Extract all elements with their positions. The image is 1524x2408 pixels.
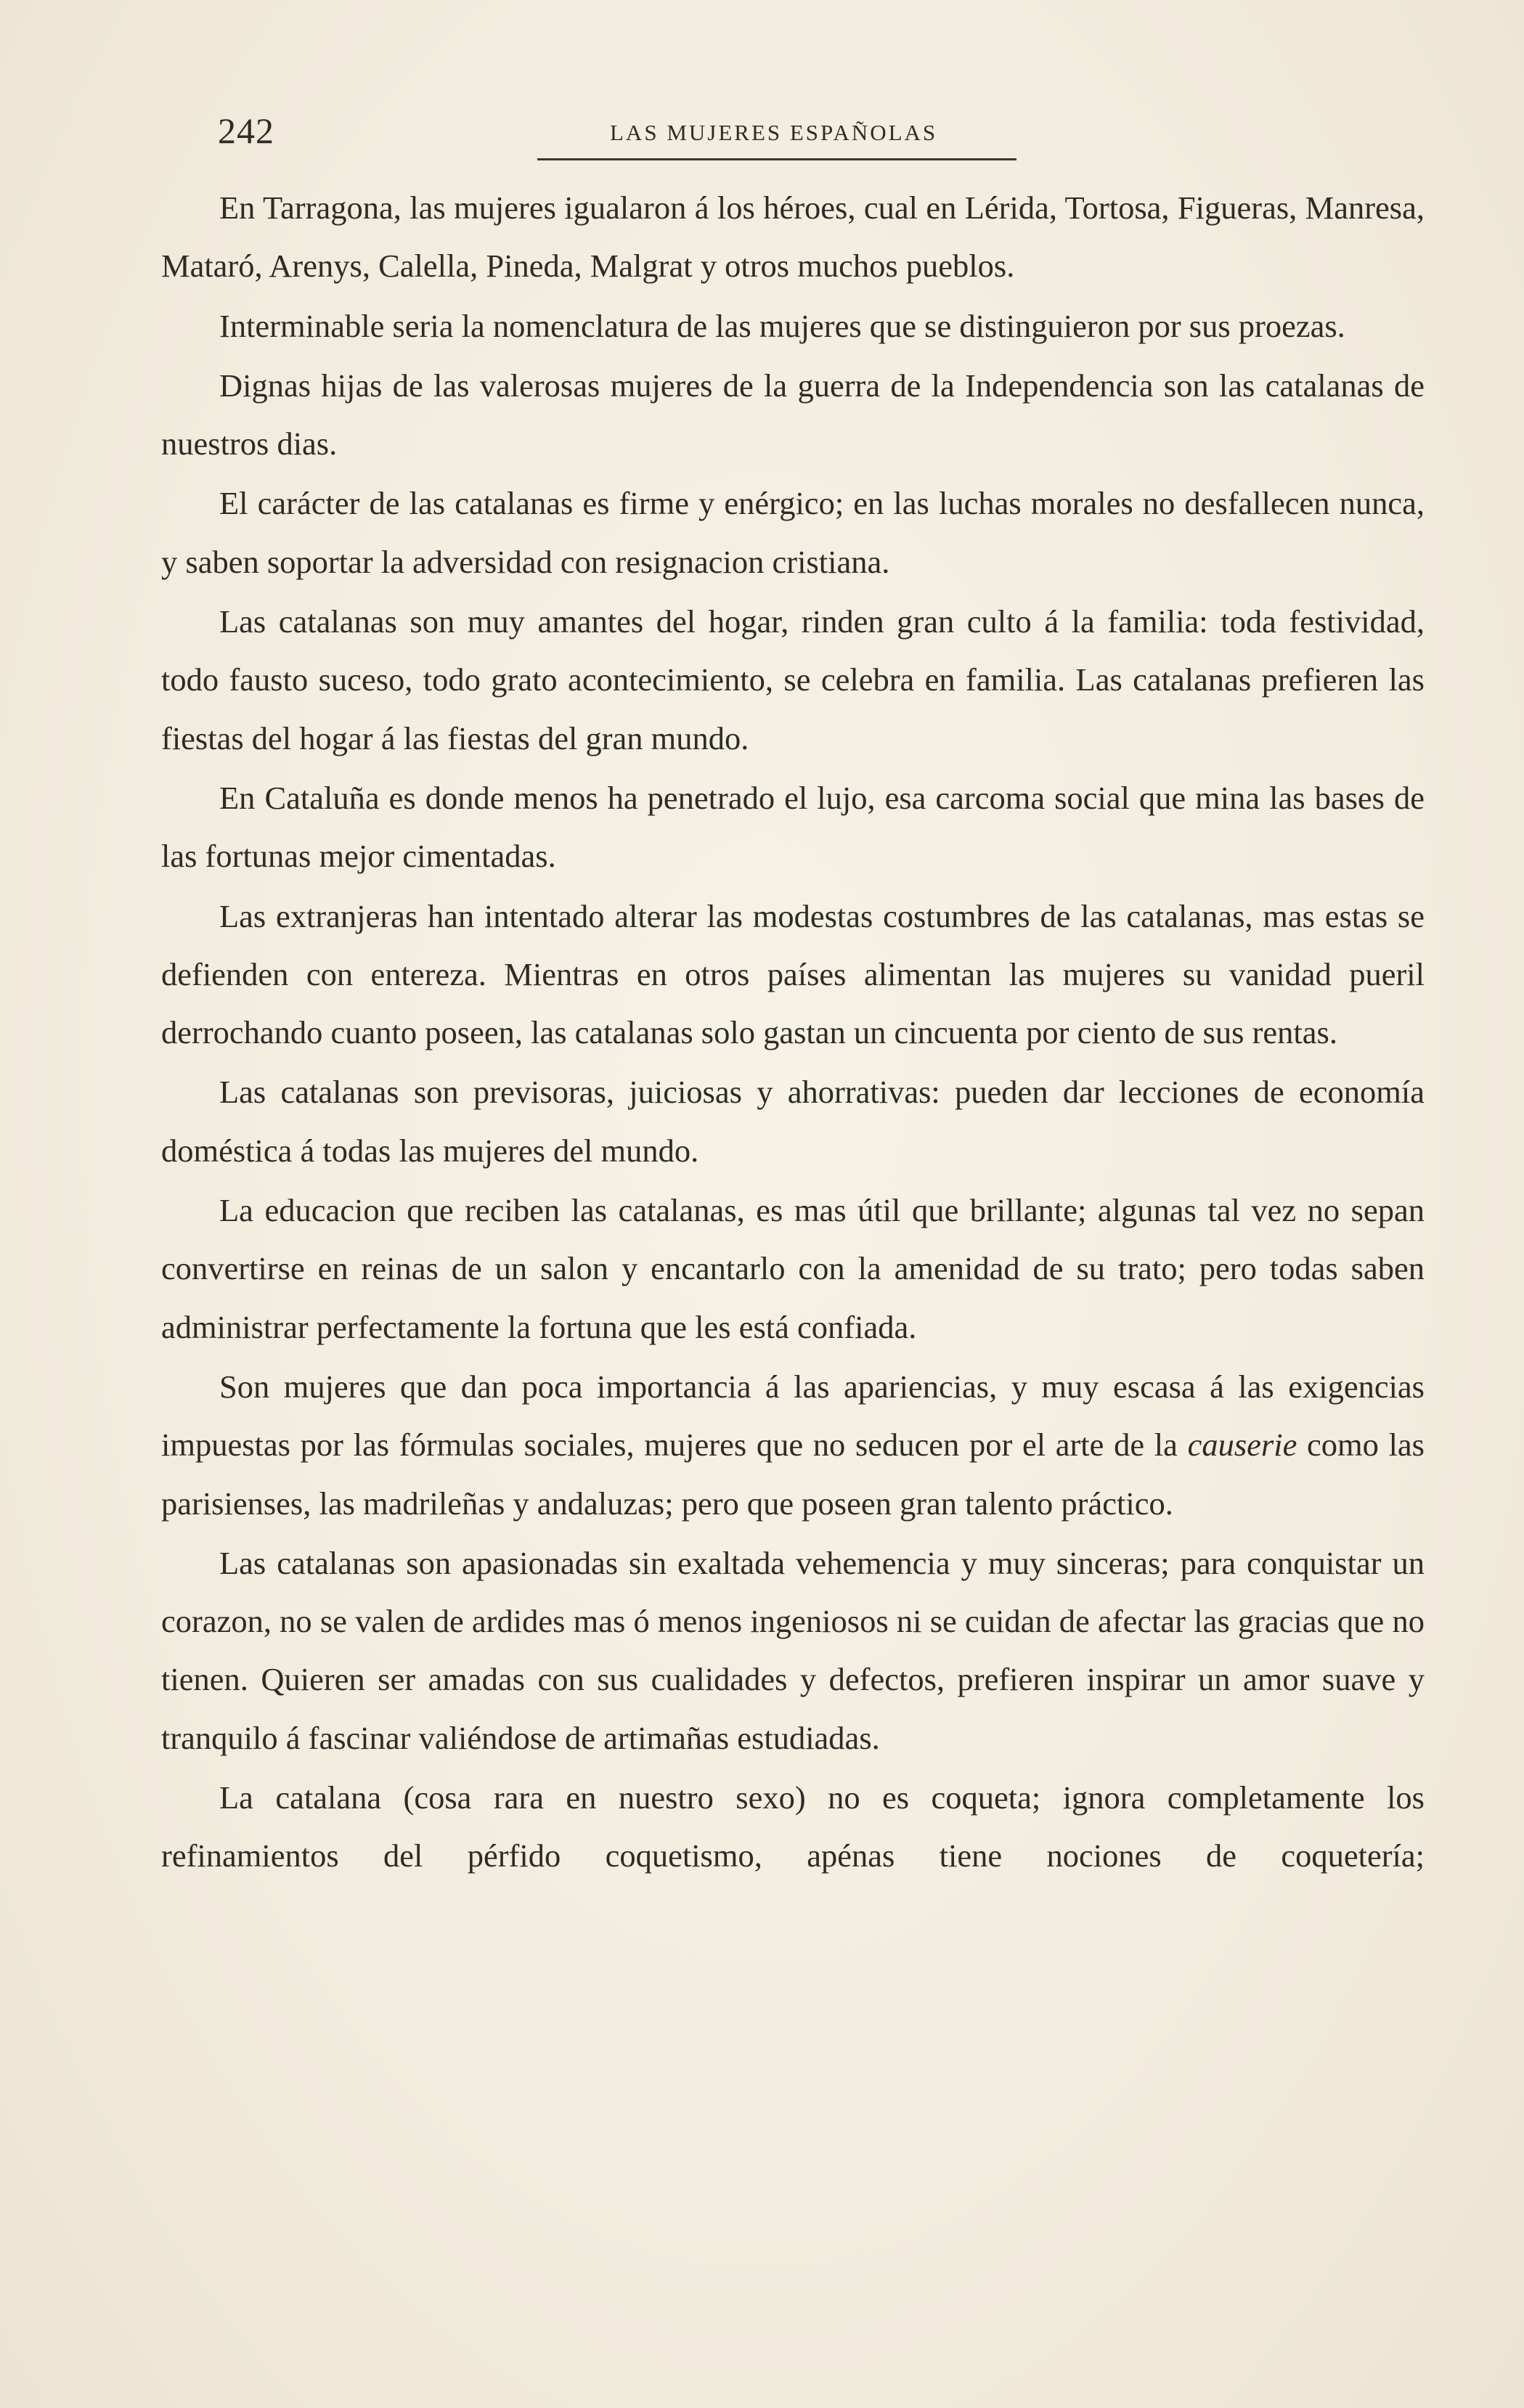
paragraph: Las extranjeras han intentado alterar las modestas costumbres de las catalanas, mas estas se defienden con entereza. Mientras en otros países alimentan las mujeres su vanidad pueril derrochando cuanto poseen, las catalanas solo gastan un cincuenta por ciento de sus rentas. (161, 897, 1425, 1051)
paragraph: En Tarragona, las mujeres igualaron á los héroes, cual en Lérida, Tortosa, Figueras, Manresa, Mataró, Arenys, Calella, Pineda, Malgrat y otros muchos pueblos. (161, 189, 1425, 285)
paragraph-continued: La catalana (cosa rara en nuestro sexo) no es coqueta; ignora completamente los refinamientos del pérfido coquetismo, apénas tiene nociones de coquetería; (161, 1779, 1425, 1874)
running-header (218, 109, 1372, 152)
paragraph: Las catalanas son apasionadas sin exaltada vehemencia y muy sinceras; para conquistar un corazon, no se valen de ardides mas ó menos ingeniosos ni se cuidan de afectar las gracias que no tienen. Quieren ser amadas con sus cualidades y defectos, prefieren inspirar un amor suave y tranquilo á fascinar valiéndose de artimañas estudiadas. (161, 1544, 1425, 1756)
paragraph-text-before: Son mujeres que dan poca importancia á las apariencias, y muy escasa á las exigencias impuestas por las fórmulas sociales, mujeres que no seducen por el arte de la (161, 1368, 1425, 1464)
paragraph: Las catalanas son muy amantes del hogar, rinden gran culto á la familia: toda festividad, todo fausto suceso, todo grato acontecimiento, se celebra en familia. Las catalanas prefieren las fiestas del hogar á las fiestas del gran mundo. (161, 603, 1425, 756)
paragraph: Interminable seria la nomenclatura de las mujeres que se distinguieron por sus proezas. (219, 307, 1345, 344)
paragraph: El carácter de las catalanas es firme y enérgico; en las luchas morales no desfallecen nunca, y saben soportar la adversidad con resignacion cristiana. (161, 485, 1425, 580)
page-number: 242 (218, 110, 274, 151)
paragraph: En Cataluña es donde menos ha penetrado el lujo, esa carcoma social que mina las bases de las fortunas mejor cimentadas. (161, 779, 1425, 875)
paragraph: Dignas hijas de las valerosas mujeres de la guerra de la Independencia son las catalanas de nuestros dias. (161, 367, 1425, 462)
running-title: LAS MUJERES ESPAÑOLAS (610, 120, 938, 145)
header-rule (537, 158, 1016, 160)
paragraph-with-italic (161, 1358, 1425, 1532)
paragraph: Las catalanas son previsoras, juiciosas y ahorrativas: pueden dar lecciones de economía doméstica á todas las mujeres del mundo. (161, 1074, 1425, 1169)
paragraph-text-after: como las parisienses, las madrileñas y andaluzas; pero que poseen gran talento práctico. (161, 1427, 1425, 1522)
italic-term: causerie (1187, 1427, 1297, 1464)
body-text (161, 179, 1425, 1885)
paragraph: La educacion que reciben las catalanas, es mas útil que brillante; algunas tal vez no sepan convertirse en reinas de un salon y encantarlo con la amenidad de su trato; pero todas saben administrar perfectamente la fortuna que les está confiada. (161, 1192, 1425, 1345)
